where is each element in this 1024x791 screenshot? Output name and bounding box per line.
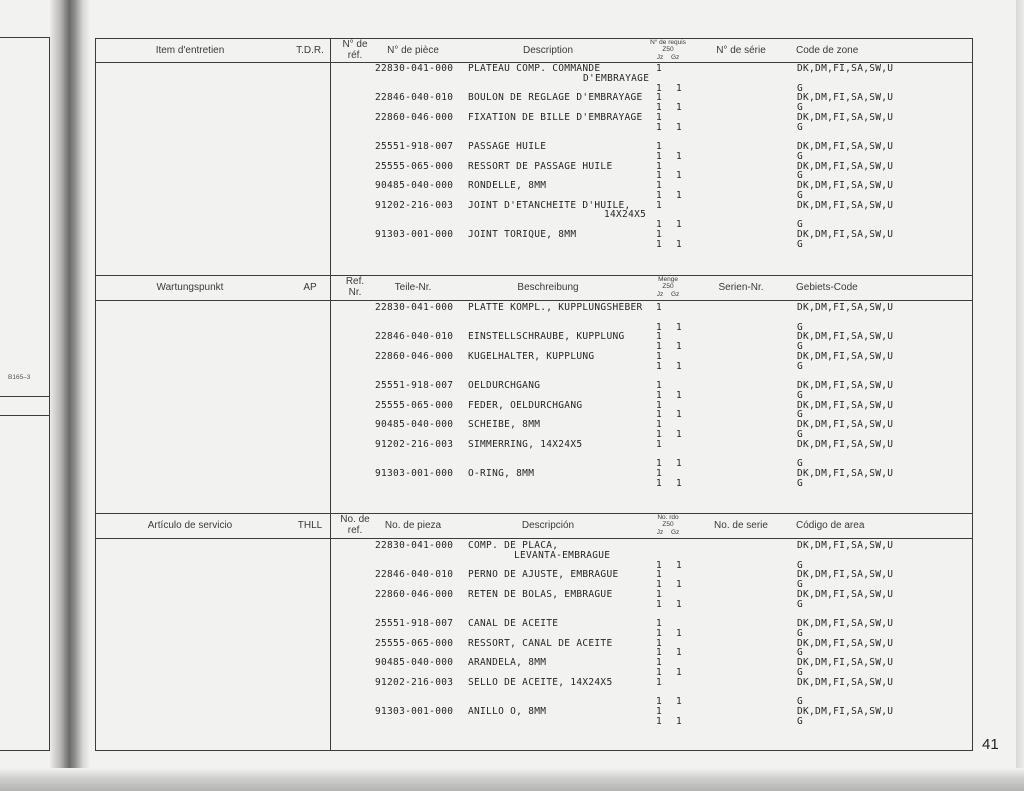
qty-jz: 1: [656, 63, 663, 74]
area-code: G: [797, 559, 804, 571]
header-item: Wartungspunkt: [156, 282, 224, 293]
header-ref: Nr.: [348, 287, 362, 298]
area-code: G: [797, 121, 804, 133]
qty-jz: 1: [656, 219, 663, 230]
description-line: RETEN DE BOLAS, EMBRAGUE: [468, 588, 613, 600]
description-line: ANILLO O, 8MM: [468, 705, 547, 717]
qty-jz: 1: [656, 341, 663, 352]
qty-jz: 1: [656, 419, 663, 430]
area-code: G: [797, 696, 804, 707]
area-code: G: [797, 219, 804, 230]
qty-jz: 1: [656, 121, 663, 133]
qty-jz: 1: [656, 321, 663, 333]
qty-jz: 1: [656, 637, 663, 649]
area-code: DK,DM,FI,SA,SW,U: [797, 618, 894, 629]
qty-jz: 1: [656, 380, 663, 391]
qty-jz: 1: [656, 150, 663, 162]
header-item: Item d'entretien: [155, 44, 225, 56]
description-line: PASSAGE HUILE: [468, 141, 547, 152]
qty-jz: 1: [656, 458, 663, 469]
header-description: Descripción: [521, 520, 575, 531]
area-code: G: [797, 647, 804, 659]
part-number: 22846-040-010: [375, 331, 454, 343]
header-ref: N° de: [342, 39, 368, 50]
part-number: 91202-216-003: [375, 676, 454, 688]
part-number: 25555-065-000: [375, 160, 454, 172]
qty-jz: 1: [656, 598, 663, 610]
left-page-rule: [0, 396, 50, 397]
header-quantity-columns: Jz Gz: [656, 53, 680, 61]
qty-jz: 1: [656, 467, 663, 479]
qty-jz: 1: [656, 180, 663, 191]
qty-jz: 1: [656, 111, 663, 123]
qty-jz: 1: [656, 428, 663, 440]
area-code: DK,DM,FI,SA,SW,U: [797, 180, 894, 191]
area-code: DK,DM,FI,SA,SW,U: [797, 199, 894, 211]
part-number: 91303-001-000: [375, 228, 454, 240]
qty-jz: 1: [656, 170, 663, 182]
qty-gz: 1: [676, 321, 683, 333]
area-code: G: [797, 666, 804, 678]
header-quantity: Menge: [658, 275, 678, 283]
part-number: 90485-040-000: [375, 657, 454, 668]
qty-gz: 1: [676, 360, 683, 372]
area-code: DK,DM,FI,SA,SW,U: [797, 467, 894, 479]
area-code: DK,DM,FI,SA,SW,U: [797, 331, 894, 343]
header-description: Beschreibung: [517, 282, 579, 293]
header-serial: No. de serie: [714, 520, 768, 531]
header-zone: Código de area: [796, 520, 865, 531]
left-page-rule: [0, 37, 50, 38]
part-number: 91202-216-003: [375, 199, 454, 211]
area-code: DK,DM,FI,SA,SW,U: [797, 569, 894, 581]
qty-gz: 1: [676, 102, 683, 113]
header-code: AP: [303, 282, 317, 293]
qty-jz: 1: [656, 715, 663, 727]
description-line: PLATTE KOMPL., KUPPLUNGSHEBER: [468, 302, 643, 313]
area-code: DK,DM,FI,SA,SW,U: [797, 657, 894, 668]
qty-jz: 1: [656, 189, 663, 201]
qty-jz: 1: [656, 360, 663, 372]
part-number: 22846-040-010: [375, 569, 454, 581]
qty-gz: 1: [676, 189, 683, 201]
qty-jz: 1: [656, 238, 663, 250]
left-page-rule: [0, 750, 50, 751]
qty-gz: 1: [676, 341, 683, 352]
scan-bed-edge: [0, 768, 1024, 791]
qty-jz: 1: [656, 302, 663, 313]
area-code: G: [797, 598, 804, 610]
qty-jz: 1: [656, 588, 663, 600]
header-part-number: No. de pieza: [384, 520, 442, 531]
qty-jz: 1: [656, 82, 663, 94]
area-code: G: [797, 627, 804, 639]
description-line: PLATEAU COMP. COMMANDE: [468, 63, 601, 74]
part-number: 22830-041-000: [375, 63, 454, 74]
qty-gz: 1: [676, 458, 683, 469]
area-code: DK,DM,FI,SA,SW,U: [797, 676, 894, 688]
qty-jz: 1: [656, 409, 663, 421]
area-code: G: [797, 428, 804, 440]
area-code: DK,DM,FI,SA,SW,U: [797, 637, 894, 649]
qty-jz: 1: [656, 399, 663, 411]
description-line: O-RING, 8MM: [468, 467, 535, 479]
book-gutter-shadow: [50, 0, 90, 791]
area-code: G: [797, 389, 804, 401]
part-number: 25555-065-000: [375, 637, 454, 649]
description-line: D'EMBRAYAGE: [583, 72, 650, 84]
header-ref: réf.: [347, 50, 363, 61]
description-line: FIXATION DE BILLE D'EMBRAYAGE: [468, 111, 643, 123]
description-line: PERNO DE AJUSTE, EMBRAGUE: [468, 569, 619, 581]
area-code: G: [797, 150, 804, 162]
description-line: 14X24X5: [604, 209, 647, 221]
description-line: COMP. DE PLACA,: [468, 540, 559, 551]
area-code: G: [797, 477, 804, 489]
area-code: G: [797, 170, 804, 182]
area-code: DK,DM,FI,SA,SW,U: [797, 419, 894, 430]
part-number: 25551-918-007: [375, 380, 454, 391]
qty-gz: 1: [676, 696, 683, 707]
header-part-number: N° de pièce: [387, 44, 439, 56]
qty-jz: 1: [656, 647, 663, 659]
area-code: G: [797, 579, 804, 590]
qty-jz: 1: [656, 477, 663, 489]
left-page-rule: [0, 415, 50, 416]
header-zone: Code de zone: [796, 44, 859, 56]
header-quantity-columns: Jz Gz: [656, 290, 680, 298]
part-number: 22860-046-000: [375, 588, 454, 600]
area-code: G: [797, 409, 804, 421]
description-line: LEVANTA-EMBRAGUE: [514, 549, 611, 561]
page-number: 41: [982, 736, 999, 753]
page-right-edge: [1016, 0, 1024, 791]
qty-jz: 1: [656, 331, 663, 343]
qty-jz: 1: [656, 389, 663, 401]
area-code: G: [797, 102, 804, 113]
header-part-number: Teile-Nr.: [394, 282, 432, 293]
header-quantity-model: Z50: [662, 283, 674, 290]
column-divider: [330, 38, 331, 750]
area-code: DK,DM,FI,SA,SW,U: [797, 350, 894, 362]
description-line: RESSORT DE PASSAGE HUILE: [468, 160, 613, 172]
description-line: SIMMERRING, 14X24X5: [468, 438, 583, 450]
part-number: 90485-040-000: [375, 180, 454, 191]
table-rule: [95, 513, 972, 514]
qty-gz: 1: [676, 647, 683, 659]
qty-jz: 1: [656, 559, 663, 571]
part-number: 25555-065-000: [375, 399, 454, 411]
part-number: 25551-918-007: [375, 618, 454, 629]
qty-jz: 1: [656, 579, 663, 590]
qty-jz: 1: [656, 705, 663, 717]
area-code: DK,DM,FI,SA,SW,U: [797, 588, 894, 600]
header-quantity-model: Z50: [662, 521, 674, 528]
area-code: DK,DM,FI,SA,SW,U: [797, 228, 894, 240]
qty-gz: 1: [676, 627, 683, 639]
table-rule: [95, 275, 972, 276]
description-line: OELDURCHGANG: [468, 380, 541, 391]
description-line: KUGELHALTER, KUPPLUNG: [468, 350, 595, 362]
description-line: BOULON DE REGLAGE D'EMBRAYAGE: [468, 92, 643, 104]
description-line: RESSORT, CANAL DE ACEITE: [468, 637, 613, 649]
area-code: G: [797, 360, 804, 372]
qty-gz: 1: [676, 121, 683, 133]
header-serial: Serien-Nr.: [718, 282, 764, 293]
header-ref: No. de: [340, 514, 370, 525]
part-number: 22860-046-000: [375, 350, 454, 362]
figure-label: B165–3: [8, 374, 31, 381]
header-quantity-model: Z50: [662, 46, 674, 53]
part-number: 22860-046-000: [375, 111, 454, 123]
qty-jz: 1: [656, 618, 663, 629]
header-quantity: N° de requis: [650, 38, 686, 46]
header-quantity-columns: Jz Gz: [656, 528, 680, 536]
description-line: RONDELLE, 8MM: [468, 180, 547, 191]
part-number: 90485-040-000: [375, 419, 454, 430]
area-code: G: [797, 82, 804, 94]
qty-gz: 1: [676, 579, 683, 590]
qty-jz: 1: [656, 160, 663, 172]
qty-jz: 1: [656, 627, 663, 639]
area-code: DK,DM,FI,SA,SW,U: [797, 399, 894, 411]
qty-jz: 1: [656, 696, 663, 707]
qty-jz: 1: [656, 350, 663, 362]
qty-gz: 1: [676, 477, 683, 489]
table-rule: [95, 300, 972, 301]
qty-jz: 1: [656, 657, 663, 668]
part-number: 91303-001-000: [375, 467, 454, 479]
area-code: G: [797, 341, 804, 352]
qty-jz: 1: [656, 438, 663, 450]
qty-jz: 1: [656, 569, 663, 581]
description-line: SCHEIBE, 8MM: [468, 419, 541, 430]
description-line: FEDER, OELDURCHGANG: [468, 399, 583, 411]
area-code: DK,DM,FI,SA,SW,U: [797, 380, 894, 391]
area-code: DK,DM,FI,SA,SW,U: [797, 302, 894, 313]
part-number: 22830-041-000: [375, 540, 454, 551]
area-code: DK,DM,FI,SA,SW,U: [797, 63, 894, 74]
qty-jz: 1: [656, 676, 663, 688]
area-code: G: [797, 321, 804, 333]
area-code: DK,DM,FI,SA,SW,U: [797, 438, 894, 450]
area-code: DK,DM,FI,SA,SW,U: [797, 705, 894, 717]
header-code: T.D.R.: [296, 44, 324, 56]
description-line: EINSTELLSCHRAUBE, KUPPLUNG: [468, 331, 625, 343]
qty-jz: 1: [656, 666, 663, 678]
part-number: 25551-918-007: [375, 141, 454, 152]
qty-gz: 1: [676, 389, 683, 401]
header-quantity: No. rdo: [657, 513, 679, 521]
area-code: DK,DM,FI,SA,SW,U: [797, 160, 894, 172]
header-zone: Gebiets-Code: [796, 282, 858, 293]
description-line: ARANDELA, 8MM: [468, 657, 547, 668]
area-code: DK,DM,FI,SA,SW,U: [797, 141, 894, 152]
area-code: G: [797, 238, 804, 250]
qty-gz: 1: [676, 150, 683, 162]
description-line: JOINT TORIQUE, 8MM: [468, 228, 577, 240]
description-line: SELLO DE ACEITE, 14X24X5: [468, 676, 613, 688]
qty-gz: 1: [676, 82, 683, 94]
qty-gz: 1: [676, 598, 683, 610]
description-line: JOINT D'ETANCHEITE D'HUILE,: [468, 199, 631, 211]
header-item: Artículo de servicio: [147, 520, 233, 531]
qty-gz: 1: [676, 559, 683, 571]
header-ref: ref.: [347, 525, 363, 536]
qty-jz: 1: [656, 92, 663, 104]
part-number: 91303-001-000: [375, 705, 454, 717]
table-rule: [95, 538, 972, 539]
qty-jz: 1: [656, 102, 663, 113]
header-serial: N° de série: [716, 44, 766, 56]
header-code: THLL: [297, 520, 323, 531]
qty-gz: 1: [676, 409, 683, 421]
qty-gz: 1: [676, 219, 683, 230]
part-number: 22830-041-000: [375, 302, 454, 313]
header-description: Description: [522, 44, 574, 56]
qty-jz: 1: [656, 228, 663, 240]
qty-jz: 1: [656, 141, 663, 152]
area-code: DK,DM,FI,SA,SW,U: [797, 111, 894, 123]
part-number: 22846-040-010: [375, 92, 454, 104]
qty-gz: 1: [676, 170, 683, 182]
qty-gz: 1: [676, 238, 683, 250]
area-code: DK,DM,FI,SA,SW,U: [797, 92, 894, 104]
qty-jz: 1: [656, 199, 663, 211]
part-number: 91202-216-003: [375, 438, 454, 450]
area-code: G: [797, 715, 804, 727]
description-line: CANAL DE ACEITE: [468, 618, 559, 629]
header-ref: Ref.: [345, 276, 365, 287]
area-code: DK,DM,FI,SA,SW,U: [797, 540, 894, 551]
qty-gz: 1: [676, 428, 683, 440]
area-code: G: [797, 189, 804, 201]
area-code: G: [797, 458, 804, 469]
qty-gz: 1: [676, 666, 683, 678]
qty-gz: 1: [676, 715, 683, 727]
